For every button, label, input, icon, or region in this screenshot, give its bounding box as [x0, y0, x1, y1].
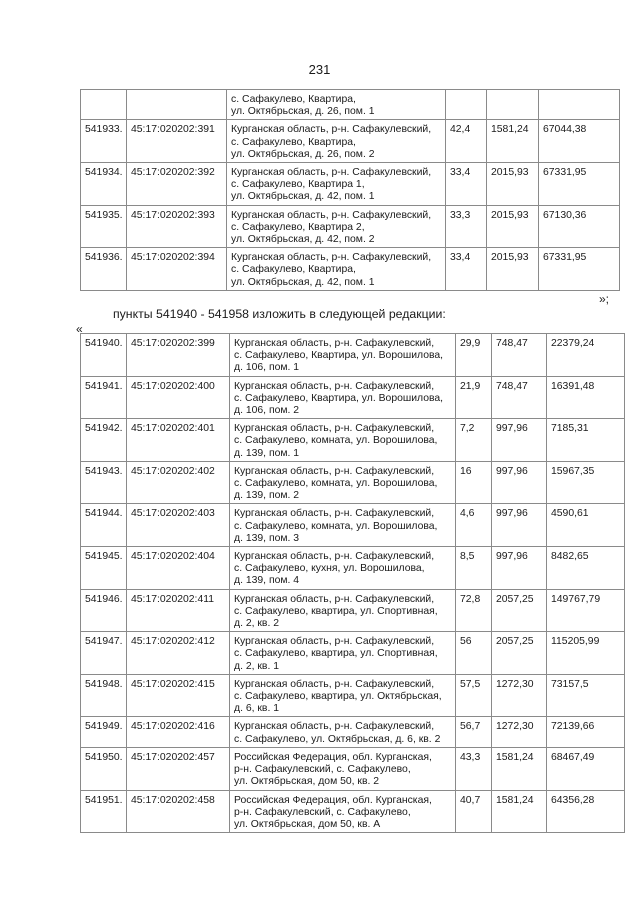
- item-number-cell: 541949.: [81, 717, 127, 747]
- cadastral-rate-cell: 2057,25: [492, 589, 547, 632]
- page-number: 231: [308, 62, 331, 77]
- area-cell: 33,4: [446, 163, 487, 206]
- item-number-cell: 541943.: [81, 461, 127, 504]
- cadastral-rate-cell: 2057,25: [492, 632, 547, 675]
- table-row: [81, 674, 625, 717]
- cadastral-number-cell: 45:17:020202:458: [127, 790, 230, 833]
- cadastral-number-cell: 45:17:020202:399: [127, 334, 230, 377]
- cadastral-number-cell: 45:17:020202:403: [127, 504, 230, 547]
- area-cell: 42,4: [446, 120, 487, 163]
- cadastral-rate-cell: 2015,93: [487, 163, 539, 206]
- area-cell: 33,3: [446, 205, 487, 248]
- cadastral-number-cell: 45:17:020202:457: [127, 747, 230, 790]
- address-cell: с. Сафакулево, Квартира, ул. Октябрьская, д. 26, пом. 1: [227, 90, 446, 120]
- table-row: [81, 589, 625, 632]
- area-cell: 57,5: [456, 674, 492, 717]
- cadastral-rate-cell: 997,96: [492, 504, 547, 547]
- opening-quote: «: [76, 322, 83, 336]
- cadastral-value-cell: 72139,66: [547, 717, 625, 747]
- cadastral-value-cell: 67331,95: [539, 248, 620, 291]
- address-cell: Курганская область, р-н. Сафакулевский, с. Сафакулево, ул. Октябрьская, д. 6, кв. 2: [230, 717, 456, 747]
- cadastral-value-cell: 73157,5: [547, 674, 625, 717]
- cadastral-number-cell: 45:17:020202:394: [127, 248, 227, 291]
- area-cell: 29,9: [456, 334, 492, 377]
- cadastral-value-cell: 8482,65: [547, 547, 625, 590]
- address-cell: Курганская область, р-н. Сафакулевский, с. Сафакулево, комната, ул. Ворошилова, д. 139, пом. 2: [230, 461, 456, 504]
- item-number-cell: 541946.: [81, 589, 127, 632]
- cadastral-number-cell: 45:17:020202:400: [127, 376, 230, 419]
- cadastral-value-cell: [539, 90, 620, 120]
- table-row: [81, 376, 625, 419]
- address-cell: Курганская область, р-н. Сафакулевский, с. Сафакулево, квартира, ул. Октябрьская, д. 6, кв. 1: [230, 674, 456, 717]
- item-number-cell: 541950.: [81, 747, 127, 790]
- cadastral-value-cell: 4590,61: [547, 504, 625, 547]
- cadastral-number-cell: 45:17:020202:404: [127, 547, 230, 590]
- cadastral-value-cell: 115205,99: [547, 632, 625, 675]
- cadastral-value-cell: 67044,38: [539, 120, 620, 163]
- cadastral-rate-cell: [487, 90, 539, 120]
- cadastral-rate-cell: 748,47: [492, 334, 547, 377]
- area-cell: 33,4: [446, 248, 487, 291]
- cadastral-number-cell: 45:17:020202:393: [127, 205, 227, 248]
- area-cell: 72,8: [456, 589, 492, 632]
- cadastral-number-cell: 45:17:020202:401: [127, 419, 230, 462]
- cadastral-rate-cell: 997,96: [492, 461, 547, 504]
- item-number-cell: 541951.: [81, 790, 127, 833]
- area-cell: 56,7: [456, 717, 492, 747]
- item-number-cell: [81, 90, 127, 120]
- table-row: [81, 547, 625, 590]
- address-cell: Курганская область, р-н. Сафакулевский, с. Сафакулево, Квартира, ул. Ворошилова, д. 106, пом. 1: [230, 334, 456, 377]
- table-row: [81, 461, 625, 504]
- cadastral-number-cell: 45:17:020202:412: [127, 632, 230, 675]
- table-row: [81, 334, 625, 377]
- area-cell: 8,5: [456, 547, 492, 590]
- cadastral-number-cell: 45:17:020202:392: [127, 163, 227, 206]
- table-row: [81, 747, 625, 790]
- area-cell: 16: [456, 461, 492, 504]
- item-number-cell: 541941.: [81, 376, 127, 419]
- cadastral-rate-cell: 997,96: [492, 547, 547, 590]
- cadastral-number-cell: [127, 90, 227, 120]
- cadastral-number-cell: 45:17:020202:415: [127, 674, 230, 717]
- table-row: [81, 163, 620, 206]
- property-table-amended: [80, 333, 625, 833]
- item-number-cell: 541934.: [81, 163, 127, 206]
- address-cell: Курганская область, р-н. Сафакулевский, с. Сафакулево, комната, ул. Ворошилова, д. 139, пом. 3: [230, 504, 456, 547]
- cadastral-number-cell: 45:17:020202:416: [127, 717, 230, 747]
- table-row: [81, 632, 625, 675]
- address-cell: Курганская область, р-н. Сафакулевский, с. Сафакулево, Квартира, ул. Ворошилова, д. 106, пом. 2: [230, 376, 456, 419]
- cadastral-rate-cell: 2015,93: [487, 248, 539, 291]
- property-table-previous: [80, 89, 620, 291]
- area-cell: 40,7: [456, 790, 492, 833]
- cadastral-rate-cell: 2015,93: [487, 205, 539, 248]
- area-cell: [446, 90, 487, 120]
- cadastral-value-cell: 64356,28: [547, 790, 625, 833]
- item-number-cell: 541947.: [81, 632, 127, 675]
- amendment-instruction: пункты 541940 - 541958 изложить в следующей редакции:: [113, 307, 446, 321]
- area-cell: 56: [456, 632, 492, 675]
- area-cell: 43,3: [456, 747, 492, 790]
- cadastral-value-cell: 16391,48: [547, 376, 625, 419]
- table-row: [81, 248, 620, 291]
- item-number-cell: 541940.: [81, 334, 127, 377]
- cadastral-value-cell: 149767,79: [547, 589, 625, 632]
- closing-quote: »;: [598, 292, 609, 306]
- address-cell: Курганская область, р-н. Сафакулевский, с. Сафакулево, квартира, ул. Спортивная, д. 2, кв. 1: [230, 632, 456, 675]
- cadastral-rate-cell: 1581,24: [487, 120, 539, 163]
- table-row: [81, 205, 620, 248]
- address-cell: Курганская область, р-н. Сафакулевский, с. Сафакулево, Квартира, ул. Октябрьская, д. 26, пом. 2: [227, 120, 446, 163]
- cadastral-number-cell: 45:17:020202:411: [127, 589, 230, 632]
- item-number-cell: 541935.: [81, 205, 127, 248]
- area-cell: 21,9: [456, 376, 492, 419]
- table-row: [81, 790, 625, 833]
- address-cell: Российская Федерация, обл. Курганская, р-н. Сафакулевский, с. Сафакулево, ул. Октябрьская, дом 50, кв. 2: [230, 747, 456, 790]
- cadastral-value-cell: 68467,49: [547, 747, 625, 790]
- address-cell: Курганская область, р-н. Сафакулевский, с. Сафакулево, комната, ул. Ворошилова, д. 139, пом. 1: [230, 419, 456, 462]
- cadastral-rate-cell: 1272,30: [492, 674, 547, 717]
- cadastral-rate-cell: 1581,24: [492, 747, 547, 790]
- address-cell: Курганская область, р-н. Сафакулевский, с. Сафакулево, Квартира, ул. Октябрьская, д. 42, пом. 1: [227, 248, 446, 291]
- cadastral-value-cell: 15967,35: [547, 461, 625, 504]
- cadastral-rate-cell: 1272,30: [492, 717, 547, 747]
- item-number-cell: 541933.: [81, 120, 127, 163]
- cadastral-value-cell: 67130,36: [539, 205, 620, 248]
- table-row: [81, 120, 620, 163]
- table-row: [81, 419, 625, 462]
- item-number-cell: 541944.: [81, 504, 127, 547]
- address-cell: Курганская область, р-н. Сафакулевский, с. Сафакулево, кухня, ул. Ворошилова, д. 139, пом. 4: [230, 547, 456, 590]
- item-number-cell: 541942.: [81, 419, 127, 462]
- cadastral-rate-cell: 1581,24: [492, 790, 547, 833]
- cadastral-value-cell: 22379,24: [547, 334, 625, 377]
- address-cell: Курганская область, р-н. Сафакулевский, с. Сафакулево, квартира, ул. Спортивная, д. 2, кв. 2: [230, 589, 456, 632]
- area-cell: 4,6: [456, 504, 492, 547]
- table-row: [81, 504, 625, 547]
- cadastral-number-cell: 45:17:020202:402: [127, 461, 230, 504]
- cadastral-value-cell: 67331,95: [539, 163, 620, 206]
- address-cell: Российская Федерация, обл. Курганская, р-н. Сафакулевский, с. Сафакулево, ул. Октябрьская, дом 50, кв. А: [230, 790, 456, 833]
- table-row: [81, 90, 620, 120]
- cadastral-rate-cell: 997,96: [492, 419, 547, 462]
- cadastral-rate-cell: 748,47: [492, 376, 547, 419]
- item-number-cell: 541948.: [81, 674, 127, 717]
- cadastral-number-cell: 45:17:020202:391: [127, 120, 227, 163]
- item-number-cell: 541945.: [81, 547, 127, 590]
- address-cell: Курганская область, р-н. Сафакулевский, с. Сафакулево, Квартира 2, ул. Октябрьская, д. 42, пом. 2: [227, 205, 446, 248]
- cadastral-value-cell: 7185,31: [547, 419, 625, 462]
- area-cell: 7,2: [456, 419, 492, 462]
- address-cell: Курганская область, р-н. Сафакулевский, с. Сафакулево, Квартира 1, ул. Октябрьская, д. 42, пом. 1: [227, 163, 446, 206]
- item-number-cell: 541936.: [81, 248, 127, 291]
- table-row: [81, 717, 625, 747]
